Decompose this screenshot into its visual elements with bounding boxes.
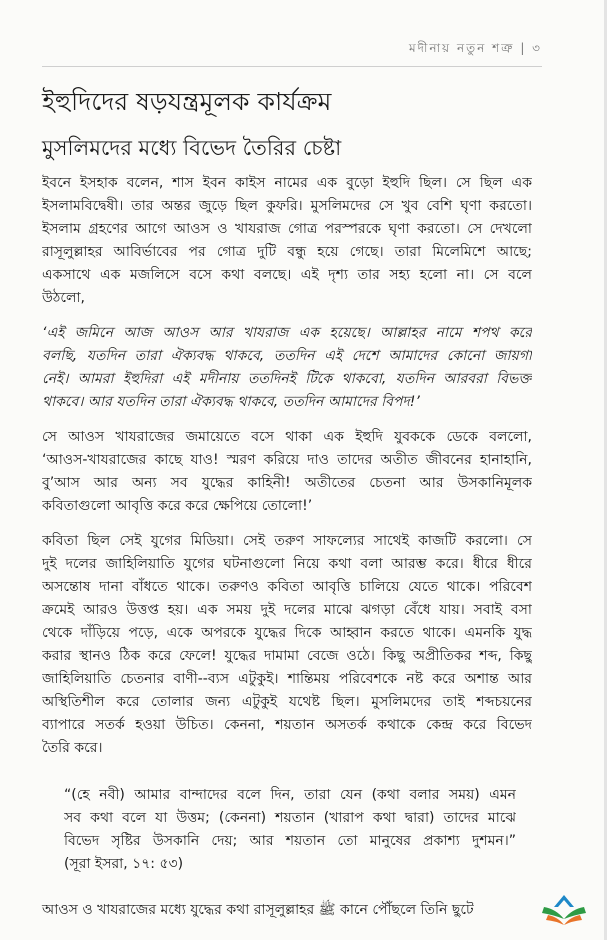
text-line: উঠলো, [42,290,85,306]
text-line: “(হে নবী) আমার বান্দাদের বলে দিন, তারা যেন (কথা বলার সময়) এমন [64,787,516,803]
text-line: জাহিলিয়াতি চেতনার বাণী--ব্যস এটুকুই। শান্তিময় পরিবেশকে নষ্ট করে অশান্ত আর [42,671,532,687]
text-line: অস্থিতিশীল করে তোলার জন্য এটুকুই যথেষ্ট ছিল। মুসলিমদের তাই শব্দচয়নের [42,694,532,710]
paragraph-3 [42,530,532,760]
text-line: তৈরি করে। [42,740,103,756]
text-line: সে আওস খাযরাজের জমায়েতে বসে থাকা এক ইহুদি যুবককে ডেকে বললো, [42,429,532,445]
paragraph-1 [42,172,532,310]
chapter-title: ইহুদিদের ষড়যন্ত্রমূলক কার্যক্রম [42,87,332,116]
text-line: থাকবে। আর যতদিন তারা ঐক্যবদ্ধ থাকবে, ততদিন আমাদের বিপদ!’ [42,394,420,410]
text-line: নেই। আমরা ইহুদিরা এই মদীনায় ততদিনই টিকে থাকবো, যতদিন আরবরা বিভক্ত [42,371,532,387]
verse-citation: (সূরা ইসরা, ১৭: ৫৩) [64,856,184,872]
text-line: বিভেদ সৃষ্টির উসকানি দেয়; আর শয়তান তো মানুষের প্রকাশ্য দুশমন।” [64,833,516,849]
text-line: বলছি, যতদিন তারা ঐক্যবদ্ধ থাকবে, ততদিন এই দেশে আমাদের কোনো জায়গা [42,348,532,364]
text-line: রাসূলুল্লাহর আবির্ভাবের পর গোত্র দুটি বন্ধু হয়ে গেছে। তারা মিলেমিশে আছে; [42,244,532,260]
text-line: ব্যাপারে সতর্ক হওয়া উচিত। কেননা, শয়তান অসতর্ক কথাকে কেন্দ্র করে বিভেদ [42,717,532,733]
text-line: ইবনে ইসহাক বলেন, শাস ইবন কাইস নামের এক বুড়ো ইহুদি ছিল। সে ছিল এক [42,175,532,191]
text-line: কবিতা ছিল সেই যুগের মিডিয়া। সেই তরুণ সাফল্যের সাথেই কাজটি করলো। সে [42,533,532,549]
text-line: করার স্থানও ঠিক করে ফেলে! যুদ্ধের দামামা বেজে ওঠে। কিছু অপ্রীতিকর শব্দ, কিছু [42,648,532,664]
text-line: অসন্তোষ দানা বাঁধতে থাকে। তরুণও কবিতা আবৃত্তি চালিয়ে যেতে থাকে। পরিবেশ [42,579,532,595]
text-line: বু’আস আর অন্য সব যুদ্ধের কাহিনী! অতীতের চেতনা আর উসকানিমূলক [42,475,532,491]
publisher-logo-icon [540,893,588,927]
text-line: সব কথা বলে যা উত্তম; (কেননা) শয়তান (খারাপ কথা দ্বারা) তাদের মাঝে [64,810,516,826]
text-line: ‘আওস-খাযরাজের কাছে যাও! স্মরণ করিয়ে দাও তাদের অতীত জীবনের হানাহানি, [42,452,532,468]
text-line: একসাথে এক মজলিসে বসে কথা বলছে। এই দৃশ্য তার সহ্য হলো না। সে বলে [42,267,532,283]
quran-verse [64,784,516,876]
quote-shas [42,322,532,414]
text-line: ক্রমেই আরও উত্তপ্ত হয়। এক সময় দুই দলের মাঝে ঝগড়া বেঁধে যায়। সবাই বসা [42,602,532,618]
section-subtitle: মুসলিমদের মধ্যে বিভেদ তৈরির চেষ্টা [42,136,342,160]
text-line: ইসলামবিদ্বেষী। তার অন্তর জুড়ে ছিল কুফরি। মুসলিমদের সে খুব বেশি ঘৃণা করতো। [42,198,532,214]
text-line: কবিতাগুলো আবৃত্তি করে করে ক্ষেপিয়ে তোলো!’ [42,498,313,514]
text-line: থেকে দাঁড়িয়ে পড়ে, একে অপরকে যুদ্ধের দিকে আহ্বান করতে থাকে। এমনকি যুদ্ধ [42,625,532,641]
text-line: দুই দলের জাহিলিয়াতি যুগের ঘটনাগুলো নিয়ে কথা বলা আরম্ভ করে। ধীরে ধীরে [42,556,532,572]
running-head: মদীনায় নতুন শত্রু | ৩ [42,40,542,67]
text-line: ইসলাম গ্রহণের আগে আওস ও খাযরাজ গোত্র পরস্পরকে ঘৃণা করতো। সে দেখলো [42,221,532,237]
continuing-text-line: আওস ও খাযরাজের মধ্যে যুদ্ধের কথা রাসূলুল্লাহর ﷺ কানে পৌঁছলে তিনি ছুটে [42,902,474,918]
body-text [42,172,532,876]
paragraph-2 [42,426,532,518]
text-line: ‘এই জমিনে আজ আওস আর খাযরাজ এক হয়েছে। আল্লাহর নামে শপথ করে [42,325,532,341]
